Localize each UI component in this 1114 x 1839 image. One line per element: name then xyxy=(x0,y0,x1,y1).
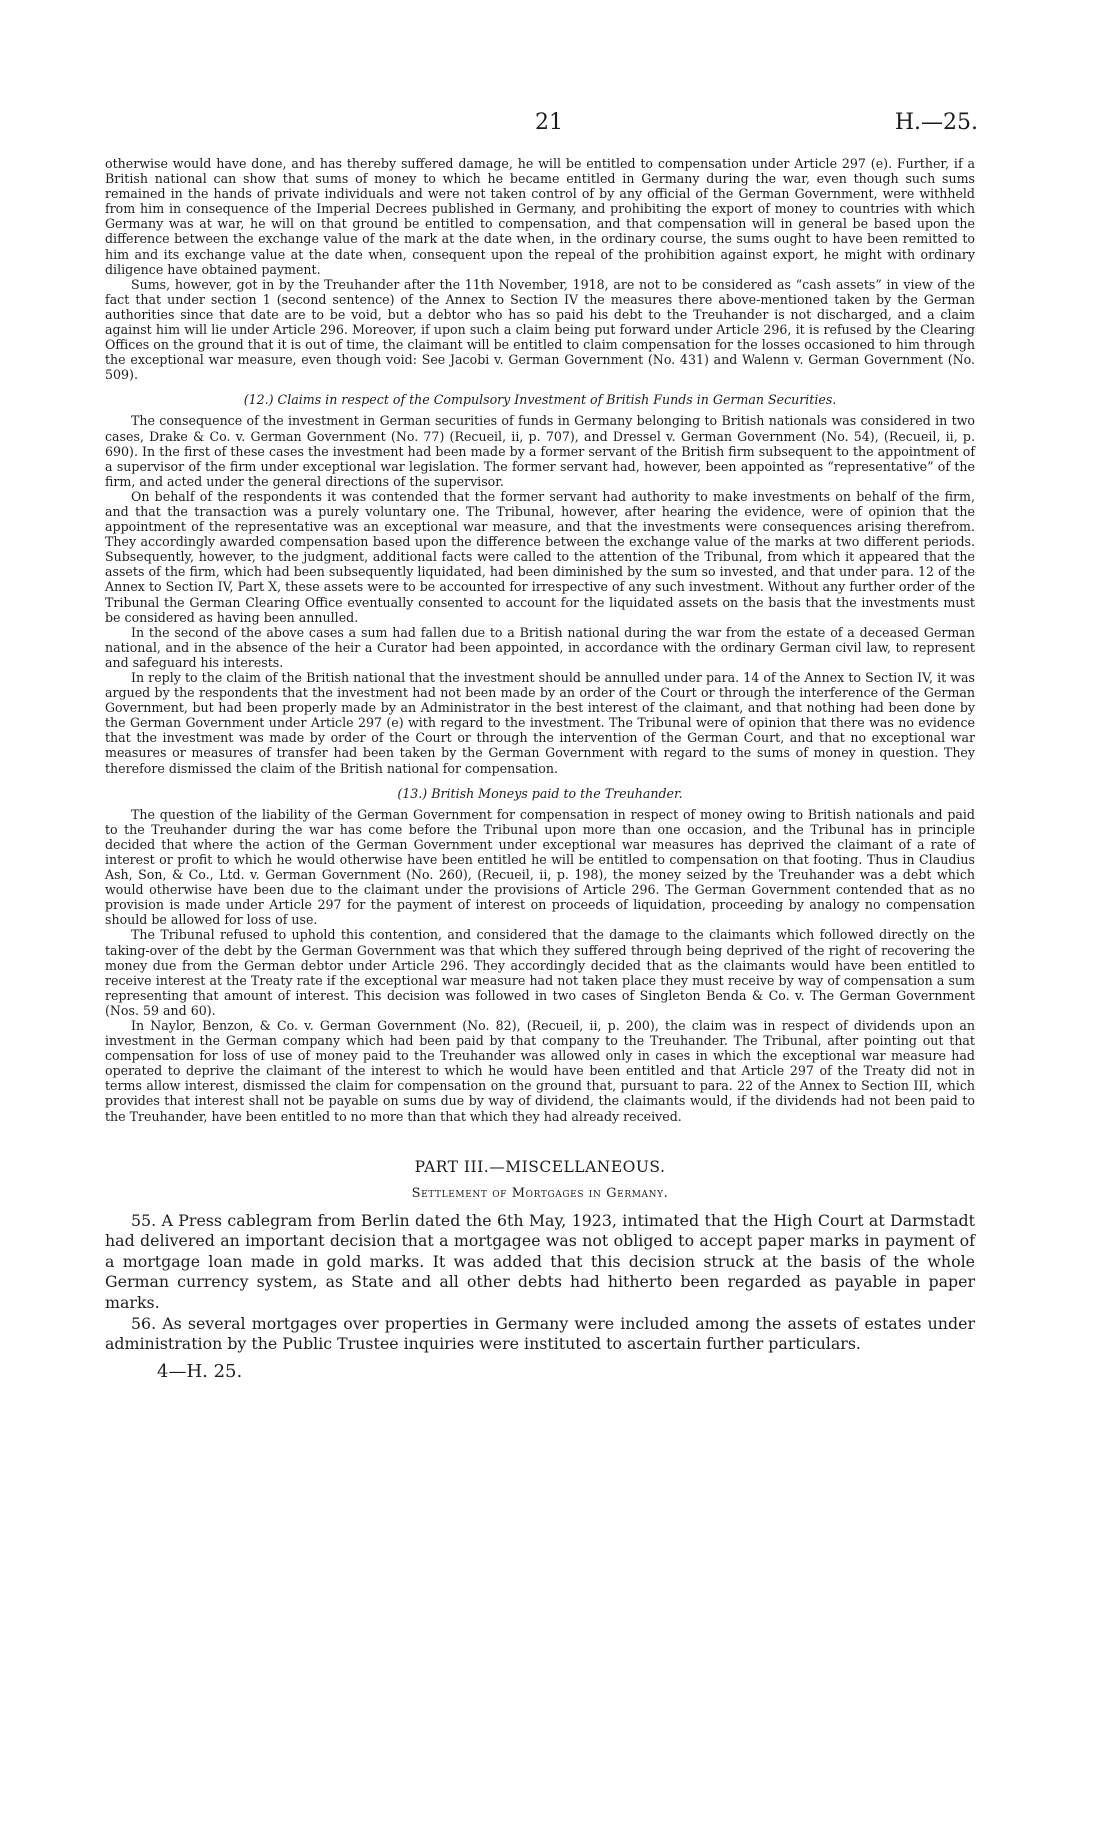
paragraph: In the second of the above cases a sum had fallen due to a British national during the war from the estate of a deceased German national, and in the absence of the heir a Curator had been appointed, in accordance with the ordinary German civil law, to represent and safeguard his interests. xyxy=(105,624,975,670)
footer-reference: 4—H. 25. xyxy=(157,1360,243,1382)
paragraph: otherwise would have done, and has thereby suffered damage, he will be entitled to compensation under Article 297 (e). Further, if a British national can show that sums of money to which he became entitled in Germany during the war, even though such sums remained in the hands of private individuals and were not taken control of by any official of the German Government, were withheld from him in consequence of the Imperial Decrees published in Germany, and prohibiting the export of money to countries with which Germany was at war, he will on that ground be entitled to compensation, and that compensation will in general be based upon the difference between the exchange value of the mark at the date when, in the ordinary course, the sums ought to have been remitted to him and its exchange value at the date when, consequent upon the repeal of the prohibition against export, he might with ordinary diligence have obtained payment. xyxy=(105,156,975,277)
section-12-heading: (12.) Claims in respect of the Compulsory Investment of British Funds in German Securities. xyxy=(243,392,837,408)
paragraph: In reply to the claim of the British national that the investment should be annulled under para. 14 of the Annex to Section IV, it was argued by the respondents that the investment had not been made by an order of the Court or through the interference of the German Government, but had been properly made by an Administrator in the best interest of the claimant, and that nothing had been done by the German Government under Article 297 (e) with regard to the investment. The Tribunal were of opinion that there was no evidence that the investment was made by order of the Court or through the intervention of the German Court, and that no exceptional war measures or measures of transfer had been taken by the German Government with regard to the sums of money in question. They therefore dismissed the claim of the British national for compensation. xyxy=(105,670,975,776)
document-page xyxy=(105,110,978,1382)
paragraph: In Naylor, Benzon, & Co. v. German Government (No. 82), (Recueil, ii, p. 200), the claim was in respect of dividends upon an investment in the German company which had been paid by that company to the Treuhander. The Tribunal, after pointing out that compensation for loss of use of money paid to the Treuhander was allowed only in cases in which the exceptional war measure had operated to deprive the claimant of the interest to which he would have been entitled and that Article 297 of the Treaty did not in terms allow interest, dismissed the claim for compensation on the ground that, pursuant to para. 22 of the Annex to Section III, which provides that interest shall not be payable on sums due by way of dividend, the claimants would, if the dividends had not been paid to the Treuhander, have been entitled to no more than that which they had already received. xyxy=(105,1017,975,1124)
page-header xyxy=(105,110,978,146)
page-number: 21 xyxy=(535,110,563,135)
part-subheading: Settlement of Mortgages in Germany. xyxy=(411,1185,669,1201)
paragraph: On behalf of the respondents it was contended that the former servant had authority to make investments on behalf of the firm, and that the transaction was a purely voluntary one. The Tribunal, however, after hearing the evidence, were of opinion that the appointment of the representative was an exceptional war measure, and that the investments were consequences arising therefrom. They accordingly awarded compensation based upon the difference between the exchange value of the marks at two different periods. Subsequently, however, to the judgment, additional facts were called to the attention of the Tribunal, from which it appeared that the assets of the firm, which had been subsequently liquidated, had been diminished by the sum so invested, and that under para. 12 of the Annex to Section IV, Part X, these assets were to be accounted for irrespective of any such investment. Without any further order of the Tribunal the German Clearing Office eventually consented to account for the liquidated assets on the basis that the investments must be considered as having been annulled. xyxy=(105,488,975,625)
paragraph: Sums, however, got in by the Treuhander after the 11th November, 1918, are not to be considered as “cash assets” in view of the fact that under section 1 (second sentence) of the Annex to Section IV the measures there above-mentioned taken by the German authorities since that date are to be void, but a debtor who has so paid his debt to the Treuhander is not discharged, and a claim against him will lie under Article 296. Moreover, if upon such a claim being put forward under Article 296, it is refused by the Clearing Offices on the ground that it is out of time, the claimant will be entitled to claim compensation for the losses occasioned to him through the exceptional war measure, even though void: See Jacobi v. German Government (No. 431) and Walenn v. German Government (No. 509). xyxy=(105,276,975,383)
paragraph: The consequence of the investment in German securities of funds in Germany belonging to British nationals was considered in two cases, Drake & Co. v. German Government (No. 77) (Recueil, ii, p. 707), and Dressel v. German Government (No. 54), (Recueil, ii, p. 690). In the first of these cases the investment had been made by a former servant of the British firm subsequent to the appointment of a supervisor of the firm under exceptional war legislation. The former servant had, however, been appointed as “representative” of the firm, and acted under the general directions of the supervisor. xyxy=(105,413,975,489)
paragraph: The Tribunal refused to uphold this contention, and considered that the damage to the claimants which followed directly on the taking-over of the debt by the German Government was that which they suffered through being deprived of the right of recovering the money due from the German debtor under Article 296. They accordingly decided that as the claimants would have been entitled to receive interest at the Treaty rate if the exceptional war measure had not taken place they must receive by way of compensation a sum representing that amount of interest. This decision was followed in two cases of Singleton Benda & Co. v. The German Government (Nos. 59 and 60). xyxy=(105,927,975,1018)
section-12-body xyxy=(105,413,975,775)
document-reference: H.—25. xyxy=(894,110,978,135)
part-heading: PART III.—MISCELLANEOUS. xyxy=(414,1157,666,1176)
paragraph: The question of the liability of the German Government for compensation in respect of money owing to British nationals and paid to the Treuhander during the war has come before the Tribunal upon more than one occasion, and the Tribunal has in principle decided that where the action of the German Government under exceptional war measures has deprived the claimant of a rate of interest or profit to which he would otherwise have been entitled he will be entitled to compensation on that footing. Thus in Claudius Ash, Son, & Co., Ltd. v. German Government (No. 260), (Recueil, ii, p. 198), the money seized by the Treuhander was a debt which would otherwise have been due to the claimant under the provisions of Article 296. The German Government contended that as no provision is made under Article 297 for the payment of interest on proceeds of liquidation, proceeding by analogy no compensation should be allowed for loss of use. xyxy=(105,806,975,928)
paragraph: 56. As several mortgages over properties in Germany were included among the assets of estates under administration by the Public Trustee inquiries were instituted to ascertain further particulars. xyxy=(105,1313,975,1354)
section-13-body xyxy=(105,807,975,1124)
intro-text xyxy=(105,156,975,382)
part-3-body xyxy=(105,1211,975,1355)
section-13-heading: (13.) British Moneys paid to the Treuhander. xyxy=(397,785,683,801)
paragraph: 55. A Press cablegram from Berlin dated the 6th May, 1923, intimated that the High Court at Darmstadt had delivered an important decision that a mortgagee was not obliged to accept paper marks in payment of a mortgage loan made in gold marks. It was added that this decision struck at the basis of the whole German currency system, as State and all other debts had hitherto been regarded as payable in paper marks. xyxy=(105,1210,975,1312)
